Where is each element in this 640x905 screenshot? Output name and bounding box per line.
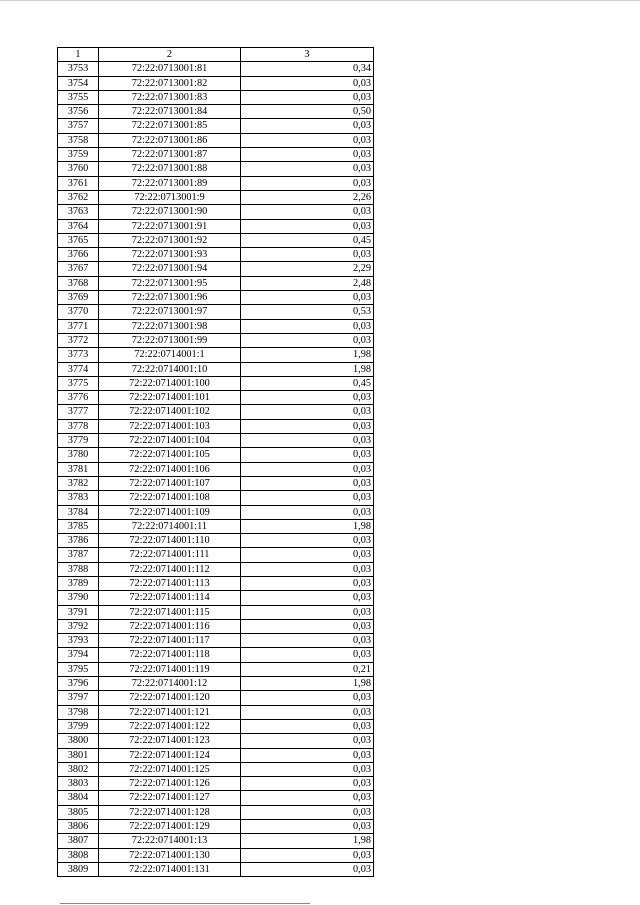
cadastral-number-cell: 72:22:0714001:112 (99, 562, 241, 576)
table-row (58, 119, 374, 133)
row-number-cell: 3801 (58, 748, 99, 762)
table-row (58, 190, 374, 204)
row-number-cell: 3755 (58, 90, 99, 104)
area-cell: 0,50 (241, 105, 374, 119)
row-number-cell: 3778 (58, 419, 99, 433)
row-number-cell: 3754 (58, 76, 99, 90)
cadastral-number-cell: 72:22:0714001:104 (99, 434, 241, 448)
row-number-cell: 3782 (58, 476, 99, 490)
cadastral-number-cell: 72:22:0714001:107 (99, 476, 241, 490)
cadastral-number-cell: 72:22:0713001:96 (99, 291, 241, 305)
table-row (58, 219, 374, 233)
column-header-area: 3 (241, 48, 374, 62)
area-cell: 0,03 (241, 548, 374, 562)
row-number-cell: 3805 (58, 805, 99, 819)
row-number-cell: 3798 (58, 705, 99, 719)
area-cell: 0,03 (241, 734, 374, 748)
cadastral-number-cell: 72:22:0714001:126 (99, 777, 241, 791)
area-cell: 1,98 (241, 362, 374, 376)
row-number-cell: 3763 (58, 205, 99, 219)
row-number-cell: 3794 (58, 648, 99, 662)
table-row (58, 205, 374, 219)
row-number-cell: 3783 (58, 491, 99, 505)
row-number-cell: 3768 (58, 276, 99, 290)
table-row (58, 62, 374, 76)
cadastral-number-cell: 72:22:0714001:110 (99, 534, 241, 548)
row-number-cell: 3764 (58, 219, 99, 233)
row-number-cell: 3759 (58, 148, 99, 162)
cadastral-number-cell: 72:22:0714001:118 (99, 648, 241, 662)
cadastral-number-cell: 72:22:0714001:11 (99, 519, 241, 533)
table-row (58, 834, 374, 848)
cadastral-number-cell: 72:22:0713001:93 (99, 248, 241, 262)
area-cell: 1,98 (241, 677, 374, 691)
cadastral-number-cell: 72:22:0714001:116 (99, 619, 241, 633)
cadastral-number-cell: 72:22:0713001:94 (99, 262, 241, 276)
row-number-cell: 3766 (58, 248, 99, 262)
table-row (58, 662, 374, 676)
table-row (58, 176, 374, 190)
area-cell: 0,03 (241, 90, 374, 104)
cadastral-number-cell: 72:22:0713001:97 (99, 305, 241, 319)
row-number-cell: 3788 (58, 562, 99, 576)
area-cell: 0,03 (241, 476, 374, 490)
cadastral-number-cell: 72:22:0714001:115 (99, 605, 241, 619)
table-row (58, 748, 374, 762)
row-number-cell: 3760 (58, 162, 99, 176)
row-number-cell: 3803 (58, 777, 99, 791)
cadastral-number-cell: 72:22:0714001:121 (99, 705, 241, 719)
row-number-cell: 3797 (58, 691, 99, 705)
area-cell: 0,03 (241, 333, 374, 347)
area-cell: 0,03 (241, 820, 374, 834)
area-cell: 0,03 (241, 448, 374, 462)
row-number-cell: 3807 (58, 834, 99, 848)
area-cell: 1,98 (241, 519, 374, 533)
cadastral-number-cell: 72:22:0713001:95 (99, 276, 241, 290)
area-cell: 0,03 (241, 805, 374, 819)
area-cell: 0,45 (241, 233, 374, 247)
table-row (58, 519, 374, 533)
cadastral-number-cell: 72:22:0714001:120 (99, 691, 241, 705)
area-cell: 0,03 (241, 319, 374, 333)
row-number-cell: 3775 (58, 376, 99, 390)
table-row (58, 333, 374, 347)
area-cell: 0,03 (241, 419, 374, 433)
area-cell: 0,03 (241, 748, 374, 762)
table-row (58, 319, 374, 333)
row-number-cell: 3762 (58, 190, 99, 204)
table-row (58, 576, 374, 590)
row-number-cell: 3779 (58, 434, 99, 448)
row-number-cell: 3793 (58, 634, 99, 648)
row-number-cell: 3786 (58, 534, 99, 548)
area-cell: 1,98 (241, 834, 374, 848)
table-row (58, 677, 374, 691)
table-row (58, 148, 374, 162)
cadastral-number-cell: 72:22:0714001:123 (99, 734, 241, 748)
area-cell: 0,03 (241, 605, 374, 619)
row-number-cell: 3774 (58, 362, 99, 376)
area-cell: 0,03 (241, 862, 374, 876)
row-number-cell: 3770 (58, 305, 99, 319)
cadastral-number-cell: 72:22:0714001:103 (99, 419, 241, 433)
row-number-cell: 3757 (58, 119, 99, 133)
table-row (58, 348, 374, 362)
cadastral-number-cell: 72:22:0714001:128 (99, 805, 241, 819)
table-row (58, 105, 374, 119)
row-number-cell: 3790 (58, 591, 99, 605)
land-plot-table (57, 47, 374, 877)
area-cell: 0,03 (241, 634, 374, 648)
table-row (58, 405, 374, 419)
table-row (58, 691, 374, 705)
table-row (58, 505, 374, 519)
row-number-cell: 3796 (58, 677, 99, 691)
table-row (58, 734, 374, 748)
table-body (58, 62, 374, 877)
area-cell: 0,03 (241, 562, 374, 576)
row-number-cell: 3791 (58, 605, 99, 619)
row-number-cell: 3795 (58, 662, 99, 676)
cadastral-number-cell: 72:22:0714001:129 (99, 820, 241, 834)
area-cell: 0,03 (241, 648, 374, 662)
cadastral-number-cell: 72:22:0714001:12 (99, 677, 241, 691)
table-row (58, 605, 374, 619)
table-row (58, 362, 374, 376)
cadastral-number-cell: 72:22:0714001:10 (99, 362, 241, 376)
area-cell: 0,03 (241, 576, 374, 590)
table-row (58, 291, 374, 305)
area-cell: 0,03 (241, 591, 374, 605)
table-row (58, 862, 374, 876)
cadastral-number-cell: 72:22:0714001:13 (99, 834, 241, 848)
row-number-cell: 3769 (58, 291, 99, 305)
table-row (58, 248, 374, 262)
cadastral-number-cell: 72:22:0713001:82 (99, 76, 241, 90)
table-row (58, 777, 374, 791)
area-cell: 0,03 (241, 76, 374, 90)
table-row (58, 548, 374, 562)
table-row (58, 762, 374, 776)
table-row (58, 648, 374, 662)
page-bottom-line (60, 903, 310, 904)
table-row (58, 448, 374, 462)
cadastral-number-cell: 72:22:0713001:81 (99, 62, 241, 76)
table-row (58, 705, 374, 719)
area-cell: 2,26 (241, 190, 374, 204)
cadastral-number-cell: 72:22:0713001:9 (99, 190, 241, 204)
area-cell: 0,03 (241, 133, 374, 147)
area-cell: 0,03 (241, 462, 374, 476)
row-number-cell: 3804 (58, 791, 99, 805)
table-row (58, 820, 374, 834)
row-number-cell: 3785 (58, 519, 99, 533)
cadastral-number-cell: 72:22:0713001:84 (99, 105, 241, 119)
cadastral-number-cell: 72:22:0714001:113 (99, 576, 241, 590)
table-header-row (58, 48, 374, 62)
cadastral-number-cell: 72:22:0713001:89 (99, 176, 241, 190)
row-number-cell: 3756 (58, 105, 99, 119)
area-cell: 0,03 (241, 534, 374, 548)
table-row (58, 233, 374, 247)
table-row (58, 133, 374, 147)
cadastral-number-cell: 72:22:0714001:127 (99, 791, 241, 805)
cadastral-number-cell: 72:22:0714001:122 (99, 719, 241, 733)
table-row (58, 805, 374, 819)
row-number-cell: 3781 (58, 462, 99, 476)
table-row (58, 619, 374, 633)
row-number-cell: 3776 (58, 391, 99, 405)
area-cell: 0,03 (241, 162, 374, 176)
table-row (58, 534, 374, 548)
table-row (58, 305, 374, 319)
area-cell: 2,48 (241, 276, 374, 290)
area-cell: 0,03 (241, 491, 374, 505)
column-header-cadastral: 2 (99, 48, 241, 62)
row-number-cell: 3773 (58, 348, 99, 362)
area-cell: 0,03 (241, 777, 374, 791)
area-cell: 0,03 (241, 719, 374, 733)
row-number-cell: 3772 (58, 333, 99, 347)
cadastral-number-cell: 72:22:0714001:124 (99, 748, 241, 762)
cadastral-number-cell: 72:22:0714001:102 (99, 405, 241, 419)
area-cell: 0,03 (241, 148, 374, 162)
table-row (58, 434, 374, 448)
row-number-cell: 3792 (58, 619, 99, 633)
area-cell: 0,21 (241, 662, 374, 676)
area-cell: 0,03 (241, 176, 374, 190)
area-cell: 0,03 (241, 205, 374, 219)
area-cell: 0,03 (241, 434, 374, 448)
row-number-cell: 3806 (58, 820, 99, 834)
cadastral-number-cell: 72:22:0713001:91 (99, 219, 241, 233)
area-cell: 0,03 (241, 762, 374, 776)
table-row (58, 391, 374, 405)
area-cell: 0,03 (241, 405, 374, 419)
cadastral-number-cell: 72:22:0714001:105 (99, 448, 241, 462)
table-row (58, 276, 374, 290)
table-row (58, 634, 374, 648)
cadastral-number-cell: 72:22:0713001:85 (99, 119, 241, 133)
area-cell: 0,03 (241, 691, 374, 705)
cadastral-number-cell: 72:22:0714001:130 (99, 848, 241, 862)
area-cell: 0,03 (241, 219, 374, 233)
table-row (58, 162, 374, 176)
table-row (58, 848, 374, 862)
cadastral-number-cell: 72:22:0714001:117 (99, 634, 241, 648)
page-top-edge (0, 0, 640, 1)
row-number-cell: 3758 (58, 133, 99, 147)
row-number-cell: 3761 (58, 176, 99, 190)
cadastral-number-cell: 72:22:0713001:88 (99, 162, 241, 176)
cadastral-number-cell: 72:22:0713001:99 (99, 333, 241, 347)
cadastral-number-cell: 72:22:0714001:131 (99, 862, 241, 876)
area-cell: 0,03 (241, 119, 374, 133)
cadastral-number-cell: 72:22:0714001:100 (99, 376, 241, 390)
area-cell: 0,03 (241, 791, 374, 805)
cadastral-number-cell: 72:22:0714001:109 (99, 505, 241, 519)
cadastral-number-cell: 72:22:0714001:108 (99, 491, 241, 505)
row-number-cell: 3799 (58, 719, 99, 733)
row-number-cell: 3777 (58, 405, 99, 419)
table-row (58, 491, 374, 505)
row-number-cell: 3767 (58, 262, 99, 276)
area-cell: 1,98 (241, 348, 374, 362)
row-number-cell: 3780 (58, 448, 99, 462)
row-number-cell: 3787 (58, 548, 99, 562)
area-cell: 0,53 (241, 305, 374, 319)
cadastral-number-cell: 72:22:0714001:111 (99, 548, 241, 562)
cadastral-number-cell: 72:22:0714001:125 (99, 762, 241, 776)
table-row (58, 76, 374, 90)
table-row (58, 476, 374, 490)
cadastral-number-cell: 72:22:0714001:106 (99, 462, 241, 476)
table-row (58, 719, 374, 733)
table-row (58, 376, 374, 390)
cadastral-number-cell: 72:22:0713001:98 (99, 319, 241, 333)
area-cell: 0,03 (241, 705, 374, 719)
cadastral-number-cell: 72:22:0713001:83 (99, 90, 241, 104)
cadastral-number-cell: 72:22:0714001:114 (99, 591, 241, 605)
area-cell: 2,29 (241, 262, 374, 276)
row-number-cell: 3753 (58, 62, 99, 76)
cadastral-number-cell: 72:22:0713001:90 (99, 205, 241, 219)
table-row (58, 562, 374, 576)
row-number-cell: 3808 (58, 848, 99, 862)
area-cell: 0,03 (241, 391, 374, 405)
cadastral-number-cell: 72:22:0714001:1 (99, 348, 241, 362)
area-cell: 0,03 (241, 248, 374, 262)
row-number-cell: 3765 (58, 233, 99, 247)
table-row (58, 462, 374, 476)
table-row (58, 791, 374, 805)
row-number-cell: 3771 (58, 319, 99, 333)
row-number-cell: 3789 (58, 576, 99, 590)
cadastral-number-cell: 72:22:0714001:119 (99, 662, 241, 676)
table-row (58, 419, 374, 433)
row-number-cell: 3784 (58, 505, 99, 519)
column-header-number: 1 (58, 48, 99, 62)
table-row (58, 591, 374, 605)
table-row (58, 90, 374, 104)
table-row (58, 262, 374, 276)
row-number-cell: 3800 (58, 734, 99, 748)
cadastral-number-cell: 72:22:0713001:86 (99, 133, 241, 147)
cadastral-number-cell: 72:22:0714001:101 (99, 391, 241, 405)
cadastral-number-cell: 72:22:0713001:92 (99, 233, 241, 247)
area-cell: 0,03 (241, 505, 374, 519)
area-cell: 0,34 (241, 62, 374, 76)
row-number-cell: 3802 (58, 762, 99, 776)
area-cell: 0,45 (241, 376, 374, 390)
area-cell: 0,03 (241, 619, 374, 633)
area-cell: 0,03 (241, 291, 374, 305)
cadastral-number-cell: 72:22:0713001:87 (99, 148, 241, 162)
row-number-cell: 3809 (58, 862, 99, 876)
area-cell: 0,03 (241, 848, 374, 862)
